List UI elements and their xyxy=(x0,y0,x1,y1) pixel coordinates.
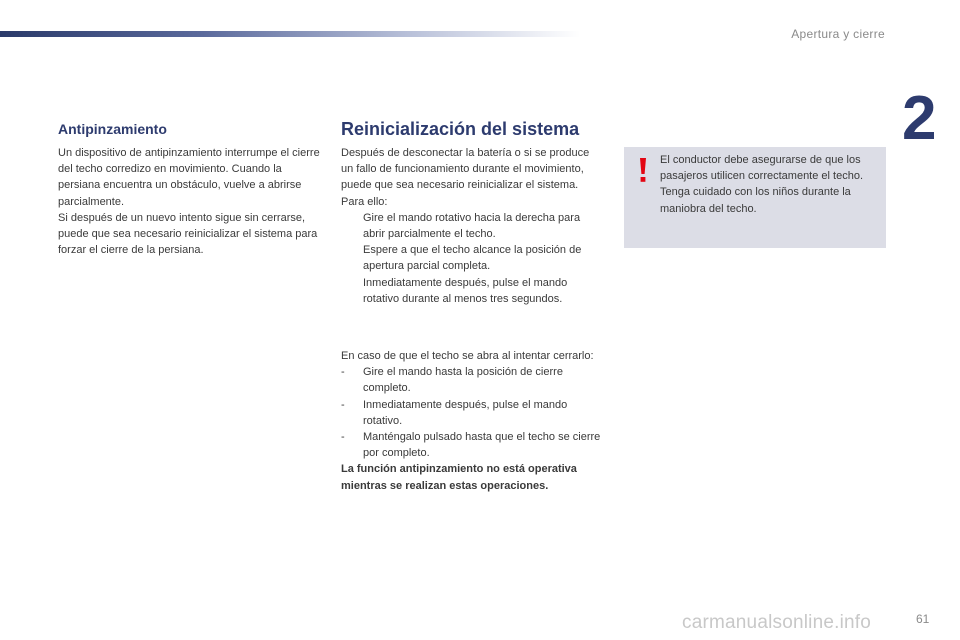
antipinch-paragraph: Si después de un nuevo intento sigue sin cerrarse, puede que sea necesario reinicializar el sistema para forzar el cierre de la persiana. xyxy=(58,211,318,257)
list-item xyxy=(341,364,603,396)
page-number: 61 xyxy=(916,612,930,626)
reset-heading: Reinicialización del sistema xyxy=(341,119,580,139)
exclamation-icon xyxy=(636,157,650,183)
step-text: Gire el mando hasta la posición de cierre completo. xyxy=(363,366,563,395)
dash-marker: - xyxy=(341,431,345,444)
step-text: Manténgalo pulsado hasta que el techo se cierre por completo. xyxy=(363,431,601,460)
failure-intro: En caso de que el techo se abra al intentar cerrarlo: xyxy=(341,350,594,362)
step-text: Gire el mando rotativo hacia la derecha para abrir parcialmente el techo. xyxy=(363,211,581,241)
list-item xyxy=(341,242,603,274)
antipinch-heading: Antipinzamiento xyxy=(58,121,167,137)
failure-steps-list xyxy=(341,364,603,461)
dash-marker: - xyxy=(341,398,345,411)
chapter-number: 2 xyxy=(902,84,937,153)
dash-marker: - xyxy=(341,366,345,379)
list-item xyxy=(341,429,603,461)
list-item xyxy=(341,210,603,242)
list-item xyxy=(341,397,603,429)
failure-section xyxy=(341,348,603,494)
reset-section xyxy=(341,145,603,307)
section-title: Apertura y cierre xyxy=(791,27,885,41)
header-gradient-bar xyxy=(0,31,580,37)
reset-intro: Después de desconectar la batería o si se produce un fallo de funcionamiento durante el movimiento, puede que sea necesario reinicializar el sistema. Para ello: xyxy=(341,147,590,208)
reset-steps-list xyxy=(341,210,603,307)
step-text: Espere a que el techo alcance la posición de apertura parcial completa. xyxy=(363,244,582,273)
step-text: Inmediatamente después, pulse el mando rotativo durante al menos tres segundos. xyxy=(363,276,568,305)
step-text: Inmediatamente después, pulse el mando rotativo. xyxy=(363,398,568,427)
list-item xyxy=(341,275,603,307)
antipinch-note: La función antipinzamiento no está operativa mientras se realizan estas operaciones. xyxy=(341,463,577,492)
warning-text: El conductor debe asegurarse de que los pasajeros utilicen correctamente el techo. Tenga cuidado con los niños durante la maniobra del techo. xyxy=(660,154,863,215)
antipinch-section xyxy=(58,145,320,258)
antipinch-paragraph: Un dispositivo de antipinzamiento interrumpe el cierre del techo corredizo en movimiento. Cuando la persiana encuentra un obstáculo, vuelve a abrirse parcialmente. xyxy=(58,147,320,208)
warning-box xyxy=(624,147,886,248)
watermark: carmanualsonline.info xyxy=(682,612,872,633)
